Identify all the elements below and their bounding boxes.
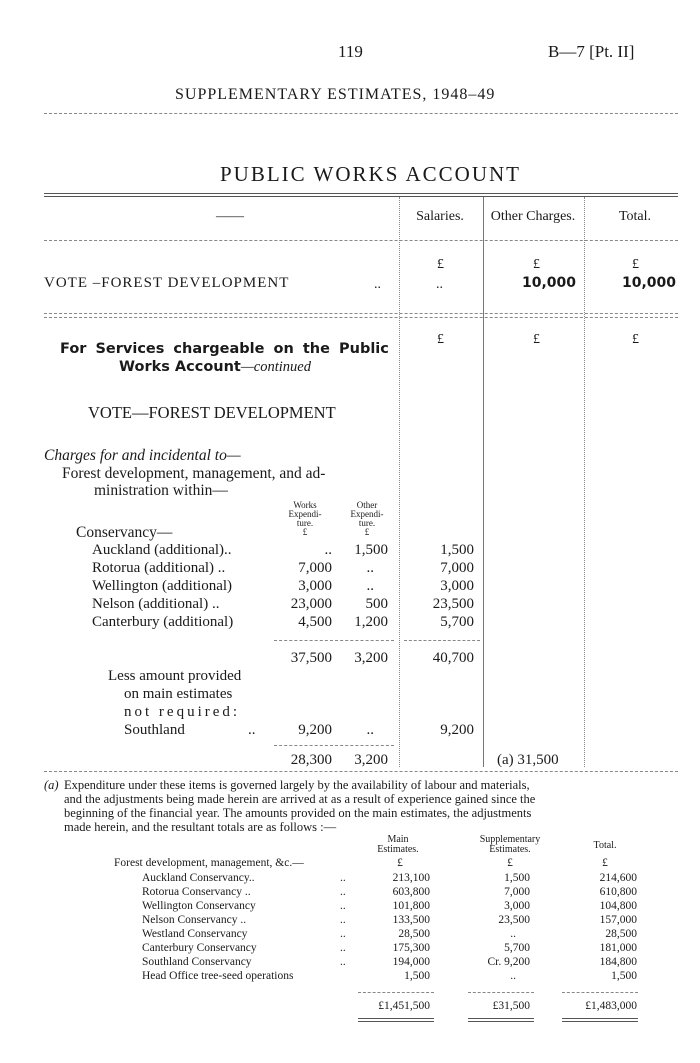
double-rule — [358, 1021, 434, 1022]
table-row — [0, 614, 700, 632]
footnote-line-3: beginning of the financial year. The amounts provided on the main estimates, the adjustments — [64, 806, 532, 820]
header-bottom-rule — [44, 240, 678, 241]
footnote-total-total: £1,483,000 — [585, 1000, 637, 1012]
double-rule — [468, 1021, 534, 1022]
footnote-total-supp: £31,500 — [492, 1000, 530, 1012]
vote-summary-other-charges: 10,000 — [521, 275, 576, 291]
row-other: .. — [366, 578, 374, 594]
row-name: Rotorua (additional) .. — [92, 560, 226, 576]
pound-sign: £ — [533, 257, 540, 272]
row-works: 7,000 — [298, 560, 332, 576]
page-title: SUPPLEMENTARY ESTIMATES, 1948–49 — [175, 86, 496, 103]
pound-sign: £ — [437, 257, 444, 272]
dot-leader: .. — [340, 942, 346, 954]
pound-sign: £ — [507, 857, 513, 869]
row-total: 3,000 — [440, 578, 474, 594]
totals-rule — [468, 992, 534, 993]
pound-sign: £ — [602, 857, 608, 869]
row-main: 1,500 — [404, 970, 430, 982]
table-row — [0, 970, 700, 984]
header-text: Main — [387, 834, 409, 845]
footnote-mark: (a) — [44, 778, 59, 792]
row-other: .. — [366, 560, 374, 576]
row-supp: 3,000 — [504, 900, 530, 912]
services-heading-bold: Works Account — [119, 359, 241, 375]
footnote-line-4: made herein, and the resultant totals are as follows :— — [64, 820, 337, 834]
forest-line-2: ministration within— — [94, 482, 228, 499]
less-line-2: on main estimates — [124, 686, 233, 702]
row-total: 7,000 — [440, 560, 474, 576]
dot-leader: .. — [340, 900, 346, 912]
column-rule-3 — [584, 197, 585, 767]
dot-leader: .. — [374, 277, 381, 292]
account-title: PUBLIC WORKS ACCOUNT — [220, 162, 521, 186]
totals-rule — [562, 992, 638, 993]
row-name: Canterbury Conservancy — [142, 942, 257, 954]
table-row — [0, 596, 700, 614]
row-main: 194,000 — [392, 956, 430, 968]
less-total: 9,200 — [440, 722, 474, 738]
row-name: Canterbury (additional) — [92, 614, 234, 630]
table-row — [0, 900, 700, 914]
row-total: 214,600 — [599, 872, 637, 884]
header-rule — [44, 113, 678, 114]
row-works: .. — [324, 542, 332, 558]
services-heading-line2 — [119, 359, 311, 376]
footnote-group-label: Forest development, management, &c.— — [114, 857, 304, 869]
vote-summary-salaries: .. — [436, 277, 443, 292]
row-total: 610,800 — [599, 886, 637, 898]
row-name: Rotorua Conservancy .. — [142, 886, 251, 898]
vote-summary-total: 10,000 — [621, 275, 676, 291]
row-main: 101,800 — [392, 900, 430, 912]
conservancy-label: Conservancy— — [76, 524, 173, 541]
services-heading-line1: For Services chargeable on the Public — [60, 341, 389, 357]
row-main: 133,500 — [392, 914, 430, 926]
dot-leader: .. — [340, 956, 346, 968]
final-other-charges: (a) 31,500 — [497, 752, 559, 768]
row-name: Southland Conservancy — [142, 956, 252, 968]
dot-leader: .. — [340, 928, 346, 940]
less-other: .. — [366, 722, 374, 738]
header-text: Works — [293, 500, 317, 510]
row-supp: Cr. 9,200 — [487, 956, 530, 968]
row-total: 104,800 — [599, 900, 637, 912]
row-name: Head Office tree-seed operations — [142, 970, 294, 982]
double-rule — [358, 1018, 434, 1019]
row-other: 500 — [365, 596, 388, 612]
final-works: 28,300 — [290, 752, 332, 768]
table-row — [0, 914, 700, 928]
header-text: ture. — [296, 518, 314, 528]
table-row — [0, 886, 700, 900]
footnote-line-2: and the adjustments being made herein are arrived at as a result of experience gained since the — [64, 792, 536, 806]
pound-sign: £ — [437, 332, 444, 347]
row-total: 5,700 — [440, 614, 474, 630]
row-supp: 5,700 — [504, 942, 530, 954]
row-other: 1,200 — [354, 614, 388, 630]
charges-heading: Charges for and incidental to— — [44, 447, 241, 464]
row-name: Auckland (additional).. — [92, 542, 232, 558]
table-top-rule-2 — [44, 196, 678, 197]
services-heading-italic: —continued — [240, 359, 311, 375]
footnote-line-1: Expenditure under these items is governed largely by the availability of labour and materials, — [64, 778, 530, 792]
row-supp: 1,500 — [504, 872, 530, 884]
final-other: 3,200 — [354, 752, 388, 768]
header-text: Supplementary — [479, 834, 541, 845]
table-row — [0, 578, 700, 596]
dot-leader: .. — [340, 914, 346, 926]
works-expenditure-header — [278, 501, 332, 537]
row-total: 1,500 — [611, 970, 637, 982]
less-line-1: Less amount provided — [108, 668, 242, 684]
row-works: 3,000 — [298, 578, 332, 594]
table-row — [0, 542, 700, 560]
row-main: 603,800 — [392, 886, 430, 898]
double-rule — [562, 1021, 638, 1022]
less-works: 9,200 — [298, 722, 332, 738]
row-name: Westland Conservancy — [142, 928, 248, 940]
double-rule — [468, 1018, 534, 1019]
row-supp: 7,000 — [504, 886, 530, 898]
table-top-rule — [44, 193, 678, 194]
table-row — [0, 560, 700, 578]
row-main: 28,500 — [398, 928, 430, 940]
row-total: 184,800 — [599, 956, 637, 968]
row-total: 157,000 — [599, 914, 637, 926]
subtotal-rule — [274, 640, 394, 641]
header-text: £ — [302, 527, 308, 537]
pound-sign: £ — [632, 332, 639, 347]
vote-heading: VOTE—FOREST DEVELOPMENT — [88, 403, 336, 422]
column-rule-1 — [399, 197, 400, 767]
dot-leader: .. — [340, 886, 346, 898]
dot-leader: .. — [340, 872, 346, 884]
header-text: ture. — [358, 518, 376, 528]
row-works: 23,000 — [290, 596, 332, 612]
row-main: 175,300 — [392, 942, 430, 954]
header-text: Expendi- — [350, 509, 384, 519]
less-line-4: Southland — [124, 722, 185, 738]
row-name: Auckland Conservancy.. — [142, 872, 255, 884]
row-name: Nelson (additional) .. — [92, 596, 220, 612]
row-total: 28,500 — [605, 928, 637, 940]
final-rule — [274, 745, 394, 746]
table-bottom-rule — [44, 771, 678, 772]
table-row — [0, 956, 700, 970]
subtotal-works: 37,500 — [290, 650, 332, 666]
page-number: 119 — [338, 42, 363, 61]
pound-sign: £ — [632, 257, 639, 272]
header-text: Estimates. — [489, 844, 531, 855]
table-row — [0, 928, 700, 942]
total-header: Total. — [618, 209, 652, 224]
table-row — [0, 872, 700, 886]
pound-sign: £ — [533, 332, 540, 347]
row-total: 1,500 — [440, 542, 474, 558]
header-text: Expendi- — [288, 509, 322, 519]
row-works: 4,500 — [298, 614, 332, 630]
less-line-3: not required: — [124, 704, 241, 720]
row-total: 181,000 — [599, 942, 637, 954]
other-charges-header: Other Charges. — [490, 209, 576, 224]
row-supp: 23,500 — [498, 914, 530, 926]
subtotal-rule-total — [404, 640, 480, 641]
pound-sign: £ — [397, 857, 403, 869]
footnote-total-header: Total. — [593, 840, 617, 851]
summary-rule — [44, 313, 678, 314]
subtotal-other: 3,200 — [354, 650, 388, 666]
row-name: Nelson Conservancy .. — [142, 914, 247, 926]
supplementary-estimates-header — [462, 835, 558, 855]
document-reference: B—7 [Pt. II] — [548, 42, 635, 61]
blank-column-header: —— — [216, 209, 244, 224]
header-text: £ — [364, 527, 370, 537]
other-expenditure-header — [340, 501, 394, 537]
row-name: Wellington (additional) — [92, 578, 233, 594]
column-rule-2 — [483, 197, 484, 767]
table-row — [0, 942, 700, 956]
row-supp: .. — [510, 928, 516, 940]
header-text: Other — [356, 500, 378, 510]
row-name: Wellington Conservancy — [142, 900, 256, 912]
salaries-header: Salaries. — [416, 209, 464, 224]
footnote-total-main: £1,451,500 — [378, 1000, 430, 1012]
row-other: 1,500 — [354, 542, 388, 558]
dot-leader: .. — [248, 722, 256, 738]
header-text: Estimates. — [377, 844, 419, 855]
row-total: 23,500 — [432, 596, 474, 612]
double-rule — [562, 1018, 638, 1019]
row-supp: .. — [510, 970, 516, 982]
subtotal-total: 40,700 — [432, 650, 474, 666]
forest-line-1: Forest development, management, and ad- — [62, 465, 326, 482]
summary-rule-2 — [44, 317, 678, 318]
main-estimates-header — [360, 835, 436, 855]
totals-rule — [358, 992, 434, 993]
row-main: 213,100 — [392, 872, 430, 884]
vote-summary-label: VOTE –FOREST DEVELOPMENT — [44, 275, 290, 291]
